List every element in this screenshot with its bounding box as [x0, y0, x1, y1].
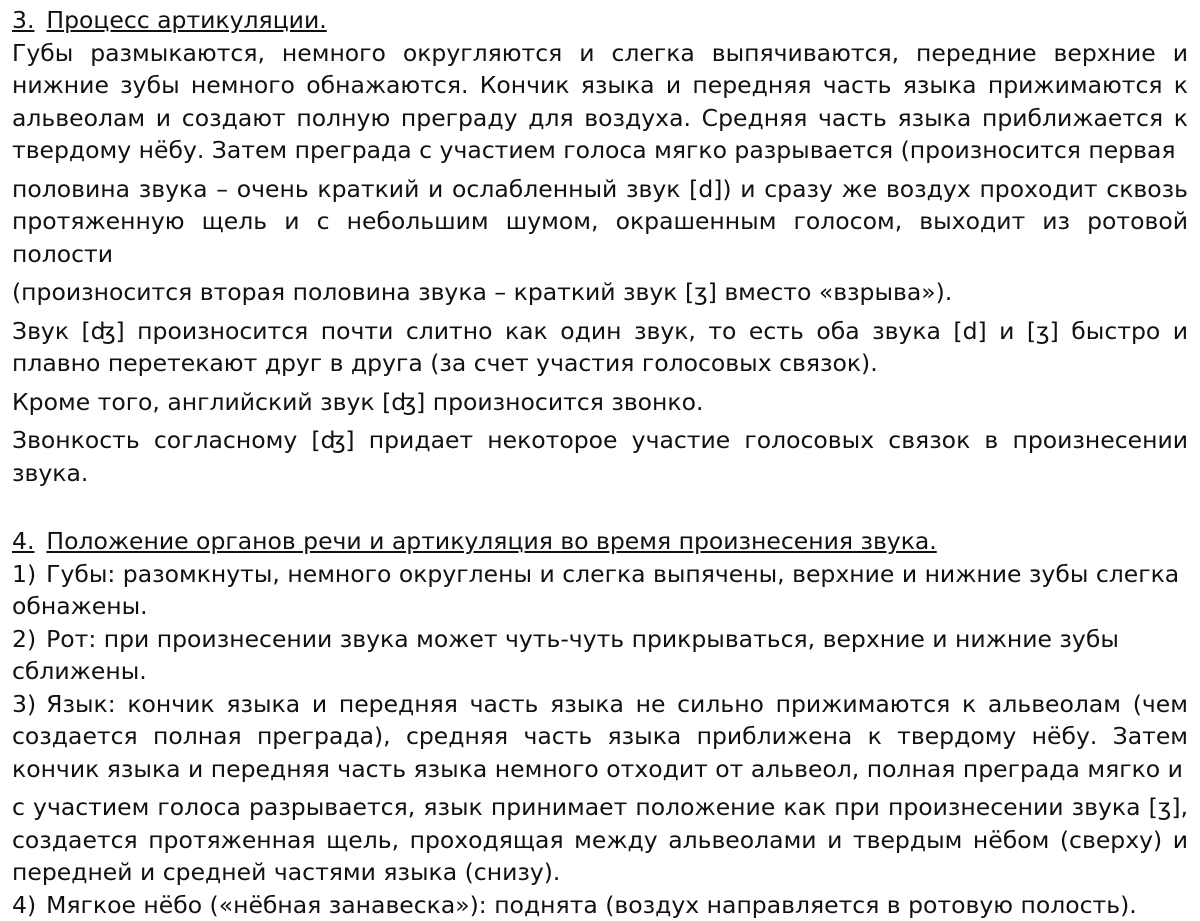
- list-item-text: Мягкое нёбо («нёбная занавеска»): поднята (воздух направляется в ротовую полость).: [46, 891, 1137, 919]
- section-4-number: 4.: [12, 527, 34, 555]
- list-item-soft-palate: [12, 889, 1188, 921]
- list-item-number: 3): [12, 690, 36, 718]
- section-3-number: 3.: [12, 6, 34, 34]
- list-item-lips: [12, 558, 1188, 623]
- articulation-paragraph-part-2: половина звука – очень краткий и ослабленный звук [d]) и сразу же воздух проходит сквозь протяженную щель и с небольшим шумом, окрашенным голосом, выходит из ротовой полости: [12, 173, 1188, 271]
- list-item-text: Губы: разомкнуты, немного округлены и слегка выпячены, верхние и нижние зубы слегка обнажены.: [12, 560, 1179, 621]
- list-item-mouth: [12, 623, 1188, 688]
- section-spacer: [12, 489, 1188, 525]
- articulation-paragraph-part-3: (произносится вторая половина звука – краткий звук [ʒ] вместо «взрыва»).: [12, 276, 1188, 309]
- list-item-tongue: [12, 688, 1188, 786]
- list-item-text: Язык: кончик языка и передняя часть языка не сильно прижимаются к альвеолам (чем создается полная преграда), средняя часть языка приближена к твердому нёбу. Затем кончик языка и передняя часть языка немного отходит от альвеол, полная преграда мягко и: [12, 690, 1188, 783]
- voicing-paragraph: Звонкость согласному [ʤ] придает некоторое участие голосовых связок в произнесении звука.: [12, 424, 1188, 489]
- section-3-heading: [12, 4, 1188, 37]
- list-item-text: Рот: при произнесении звука может чуть-чуть прикрываться, верхние и нижние зубы сближены.: [12, 625, 1119, 686]
- document-page: [12, 4, 1188, 921]
- section-3-title: Процесс артикуляции.: [46, 6, 326, 34]
- list-item-tongue-continued: с участием голоса разрывается, язык принимает положение как при произнесении звука [ʒ], создается протяженная щель, проходящая между альвеолами и твердым нёбом (сверху) и передней и средней частями языка (снизу).: [12, 791, 1188, 889]
- list-item-number: 4): [12, 891, 36, 919]
- section-4-title: Положение органов речи и артикуляция во время произнесения звука.: [46, 527, 936, 555]
- list-item-number: 1): [12, 560, 36, 588]
- section-4-heading: [12, 525, 1188, 558]
- voiced-paragraph: Кроме того, английский звук [ʤ] произносится звонко.: [12, 386, 1188, 419]
- articulation-paragraph-part-1: Губы размыкаются, немного округляются и слегка выпячиваются, передние верхние и нижние зубы немного обнажаются. Кончик языка и передняя часть языка прижимаются к альвеолам и создают полную преграду для воздуха. Средняя часть языка приближается к твердому нёбу. Затем преграда с участием голоса мягко разрывается (произносится первая: [12, 37, 1188, 167]
- list-item-number: 2): [12, 625, 36, 653]
- fusion-paragraph: Звук [ʤ] произносится почти слитно как один звук, то есть оба звука [d] и [ʒ] быстро и плавно перетекают друг в друга (за счет участия голосовых связок).: [12, 315, 1188, 380]
